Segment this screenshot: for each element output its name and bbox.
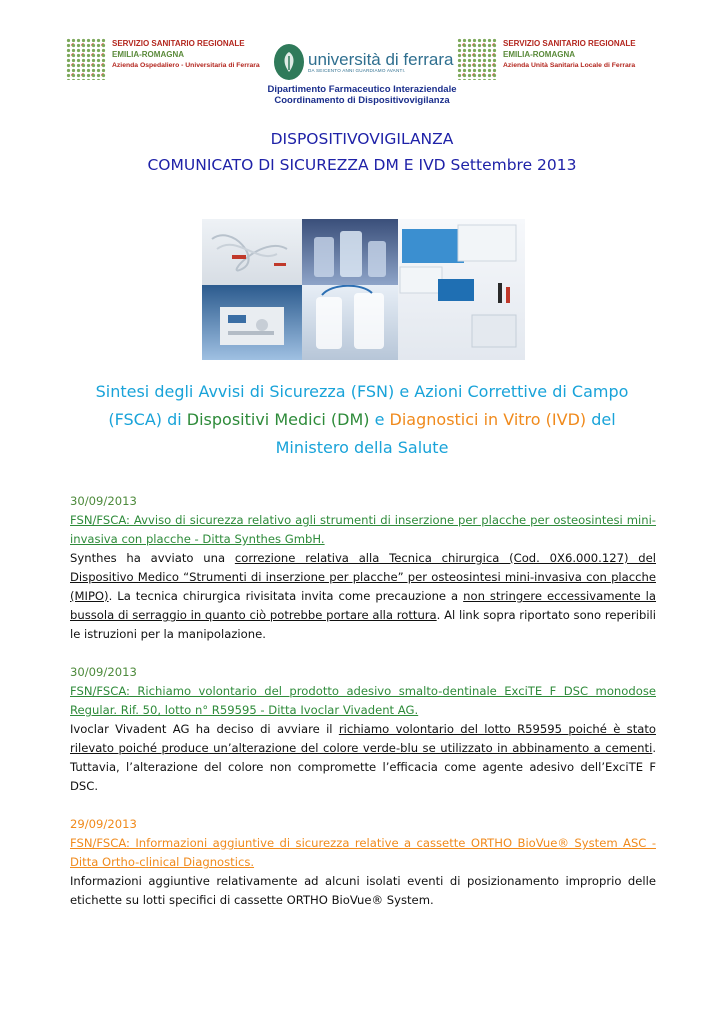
subtitle-ivd: Diagnostici in Vitro (IVD) [389, 410, 587, 429]
university-tagline: DA SEICENTO ANNI GUARDIAMO AVANTI. [308, 68, 406, 73]
ssr-right-line1: SERVIZIO SANITARIO REGIONALE [503, 39, 636, 48]
subtitle-line3: Ministero della Salute [275, 438, 449, 457]
drainage-kit-photo [302, 285, 398, 360]
subtitle-line1: Sintesi degli Avvisi di Sicurezza (FSN) e Azioni Correttive di Campo [95, 382, 629, 401]
university-logo [274, 44, 454, 80]
department-heading [62, 84, 662, 106]
ssr-right-line2: EMILIA-ROMAGNA [503, 50, 575, 59]
notice-date: 29/09/2013 [70, 817, 137, 831]
university-seal-icon [274, 44, 304, 80]
page-header [62, 36, 662, 116]
university-name: università di ferrara [308, 50, 454, 69]
ssr-left-line1: SERVIZIO SANITARIO REGIONALE [112, 39, 245, 48]
summary-subtitle [0, 378, 724, 462]
ssr-right-line3: Azienda Unità Sanitaria Locale di Ferrara [503, 62, 636, 69]
ssr-dot-grid-icon [457, 38, 497, 80]
subtitle-dm: Dispositivi Medici (DM) [186, 410, 370, 429]
safety-notice-list [70, 492, 656, 929]
ivd-kit-photo [398, 219, 525, 360]
ssr-dot-grid-icon [66, 38, 106, 80]
subtitle-line2: (FSCA) di Dispositivi Medici (DM) e Diagnostici in Vitro (IVD) del [108, 410, 616, 429]
department-line1: Dipartimento Farmaceutico Interaziendale [267, 84, 457, 95]
notice-entry [70, 815, 656, 910]
ssr-left-line3: Azienda Ospedaliero - Universitaria di Ferrara [112, 62, 260, 69]
ssr-logo-left [66, 38, 260, 80]
ssr-left-line2: EMILIA-ROMAGNA [112, 50, 184, 59]
ssr-logo-right [457, 38, 636, 80]
department-line2: Coordinamento di Dispositivovigilanza [274, 95, 450, 106]
notice-body: Informazioni aggiuntive relativamente ad alcuni isolati eventi di posizionamento improprio delle etichette su lotti specifici di cassette ORTHO BioVue® System. [70, 874, 656, 907]
notice-body: Synthes ha avviato una correzione relativa alla Tecnica chirurgica (Cod. 0X6.000.127) del Dispositivo Medico “Strumenti di inserzione per placche” per osteosintesi mini-invasiva con placche (MIPO). La tecnica chirurgica rivisitata invita come precauzione a non stringere eccessivamente la bussola di serraggio in quanto ciò potrebbe portare alla rottura. Al link sopra riportato sono reperibili le istruzioni per la manipolazione. [70, 551, 657, 641]
notice-entry [70, 663, 656, 796]
notice-date: 30/09/2013 [70, 665, 137, 679]
document-title [0, 126, 724, 178]
title-line2: COMUNICATO DI SICUREZZA DM E IVD Settembre 2013 [147, 156, 577, 174]
notice-title-link[interactable]: FSN/FSCA: Richiamo volontario del prodotto adesivo smalto-dentinale ExciTE F DSC monodose Regular. Rif. 50, lotto n° R59595 - Ditta Ivoclar Vivadent AG. [70, 684, 656, 717]
device-console-photo [202, 285, 302, 360]
device-photo-collage [202, 219, 525, 360]
notice-body: Ivoclar Vivadent AG ha deciso di avviare il richiamo volontario del lotto R59595 poiché è stato rilevato poiché produce un’alterazione del colore verde-blu se utilizzato in abbinamento a cementi. Tuttavia, l’alterazione del colore non compromette l’efficacia come agente adesivo dell’ExciTE F DSC. [70, 722, 656, 793]
notice-title-link[interactable]: FSN/FSCA: Informazioni aggiuntive di sicurezza relative a cassette ORTHO BioVue® System ASC - Ditta Ortho-clinical Diagnostics. [70, 836, 656, 869]
canisters-photo [302, 219, 398, 285]
notice-date: 30/09/2013 [70, 494, 137, 508]
title-line1: DISPOSITIVOVIGILANZA [270, 130, 454, 148]
notice-entry [70, 492, 656, 644]
notice-title-link[interactable]: FSN/FSCA: Avviso di sicurezza relativo agli strumenti di inserzione per placche per osteosintesi mini-invasiva con placche - Ditta Synthes GmbH. [70, 513, 656, 546]
tubing-photo [202, 219, 302, 285]
